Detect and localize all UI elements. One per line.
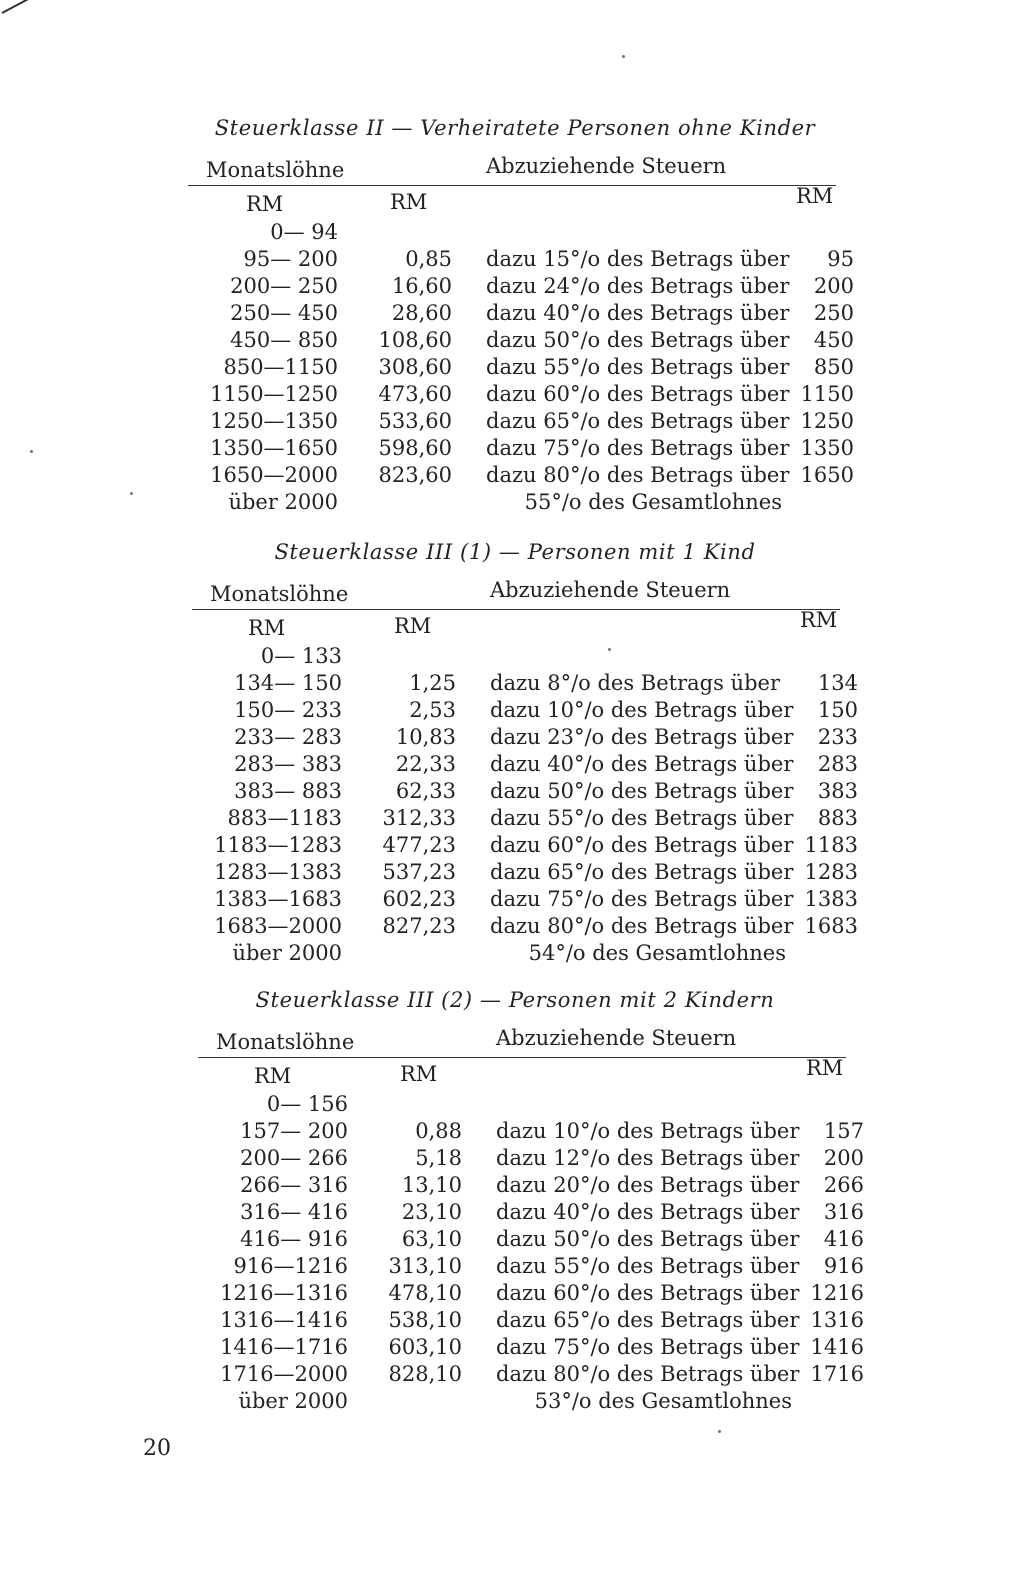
table-row [0, 382, 1024, 409]
base-tax: 108,60 [378, 328, 452, 352]
table-row [10, 1227, 1024, 1254]
table-row [4, 806, 1024, 833]
threshold: 1683 [804, 914, 858, 938]
rate-description: dazu 40°/o des Betrags über [486, 301, 790, 325]
table-row [4, 698, 1024, 725]
threshold: 316 [823, 1200, 864, 1224]
wage-range: 200— 266 [240, 1146, 348, 1170]
table-row [0, 328, 1024, 355]
threshold: 200 [813, 274, 854, 298]
threshold: 233 [817, 725, 858, 749]
threshold: 1350 [800, 436, 854, 460]
wage-range: 850—1150 [223, 355, 338, 379]
base-tax: 5,18 [415, 1146, 462, 1170]
rm-label-wages: RM [254, 1064, 292, 1088]
base-tax: 602,23 [382, 887, 456, 911]
base-tax: 63,10 [401, 1227, 462, 1251]
wage-range: über 2000 [238, 1389, 348, 1413]
header-rule [192, 609, 840, 610]
section-title: Steuerklasse III (2) — Personen mit 2 Kindern [255, 988, 775, 1012]
threshold: 134 [817, 671, 858, 695]
base-tax: 313,10 [388, 1254, 462, 1278]
base-tax: 603,10 [388, 1335, 462, 1359]
threshold: 283 [817, 752, 858, 776]
wage-range: 1216—1316 [220, 1281, 348, 1305]
base-tax: 308,60 [378, 355, 452, 379]
wage-range: 1316—1416 [220, 1308, 348, 1332]
table-row [10, 1092, 1024, 1119]
threshold: 1150 [800, 382, 854, 406]
wage-range: 1716—2000 [220, 1362, 348, 1386]
threshold: 450 [813, 328, 854, 352]
wage-range: 1650—2000 [210, 463, 338, 487]
threshold: 1716 [810, 1362, 864, 1386]
rm-label-over: RM [806, 1056, 844, 1080]
rate-description: dazu 60°/o des Betrags über [490, 833, 794, 857]
table-row [0, 355, 1024, 382]
table-row [10, 1281, 1024, 1308]
base-tax: 478,10 [388, 1281, 462, 1305]
base-tax: 62,33 [395, 779, 456, 803]
rate-description: dazu 50°/o des Betrags über [486, 328, 790, 352]
wage-range: über 2000 [228, 490, 338, 514]
table-row [10, 1362, 1024, 1389]
table-row [4, 833, 1024, 860]
wage-range: 134— 150 [234, 671, 342, 695]
threshold: 1650 [800, 463, 854, 487]
table-row [4, 752, 1024, 779]
rate-description: 55°/o des Gesamtlohnes [524, 490, 782, 514]
base-tax: 533,60 [378, 409, 452, 433]
threshold: 850 [813, 355, 854, 379]
rate-description: dazu 60°/o des Betrags über [486, 382, 790, 406]
rate-description: dazu 8°/o des Betrags über [490, 671, 780, 695]
monthly-wages-header: Monatslöhne [210, 582, 349, 606]
wage-range: 1383—1683 [214, 887, 342, 911]
base-tax: 828,10 [388, 1362, 462, 1386]
wage-range: 95— 200 [243, 247, 338, 271]
threshold: 1416 [810, 1335, 864, 1359]
base-tax: 312,33 [382, 806, 456, 830]
rm-label-base: RM [394, 614, 432, 638]
wage-range: 150— 233 [234, 698, 342, 722]
threshold: 95 [827, 247, 854, 271]
base-tax: 22,33 [395, 752, 456, 776]
table-row [0, 409, 1024, 436]
threshold: 1283 [804, 860, 858, 884]
rate-description: 53°/o des Gesamtlohnes [534, 1389, 792, 1413]
rate-description: dazu 10°/o des Betrags über [496, 1119, 800, 1143]
threshold: 250 [813, 301, 854, 325]
wage-range: 0— 94 [270, 220, 338, 244]
rate-description: 54°/o des Gesamtlohnes [528, 941, 786, 965]
rate-description: dazu 15°/o des Betrags über [486, 247, 790, 271]
wage-range: 266— 316 [240, 1173, 348, 1197]
base-tax: 13,10 [401, 1173, 462, 1197]
threshold: 383 [817, 779, 858, 803]
wage-range: 200— 250 [230, 274, 338, 298]
wage-range: 416— 916 [240, 1227, 348, 1251]
paper-speck [622, 55, 625, 58]
wage-range: 1283—1383 [214, 860, 342, 884]
base-tax: 477,23 [382, 833, 456, 857]
table-row [0, 220, 1024, 247]
threshold: 1250 [800, 409, 854, 433]
wage-range: 383— 883 [234, 779, 342, 803]
base-tax: 0,85 [405, 247, 452, 271]
table-row [10, 1119, 1024, 1146]
base-tax: 16,60 [391, 274, 452, 298]
rate-description: dazu 55°/o des Betrags über [496, 1254, 800, 1278]
paper-speck [718, 1430, 721, 1433]
table-row [4, 914, 1024, 941]
rate-description: dazu 24°/o des Betrags über [486, 274, 790, 298]
rate-description: dazu 55°/o des Betrags über [486, 355, 790, 379]
threshold: 416 [823, 1227, 864, 1251]
rate-description: dazu 50°/o des Betrags über [496, 1227, 800, 1251]
rate-description: dazu 65°/o des Betrags über [490, 860, 794, 884]
section-title: Steuerklasse II — Verheiratete Personen ohne Kinder [214, 116, 816, 140]
monthly-wages-header: Monatslöhne [206, 158, 345, 182]
monthly-wages-header: Monatslöhne [216, 1030, 355, 1054]
taxes-header: Abzuziehende Steuern [486, 154, 727, 178]
rate-description: dazu 40°/o des Betrags über [490, 752, 794, 776]
table-row [4, 671, 1024, 698]
threshold: 916 [823, 1254, 864, 1278]
base-tax: 0,88 [415, 1119, 462, 1143]
wage-range: 283— 383 [234, 752, 342, 776]
taxes-header: Abzuziehende Steuern [496, 1026, 737, 1050]
table-row [0, 274, 1024, 301]
wage-range: 1183—1283 [214, 833, 342, 857]
rate-description: dazu 75°/o des Betrags über [496, 1335, 800, 1359]
wage-range: 1250—1350 [210, 409, 338, 433]
threshold: 266 [823, 1173, 864, 1197]
rm-label-wages: RM [246, 192, 284, 216]
base-tax: 10,83 [395, 725, 456, 749]
threshold: 157 [823, 1119, 864, 1143]
table-row [10, 1389, 1024, 1416]
table-row [0, 436, 1024, 463]
header-rule [198, 1057, 846, 1058]
table-row [4, 725, 1024, 752]
table-row [10, 1173, 1024, 1200]
rm-label-wages: RM [248, 616, 286, 640]
wage-range: 1416—1716 [220, 1335, 348, 1359]
wage-range: 250— 450 [230, 301, 338, 325]
paper-speck [608, 648, 611, 651]
rate-description: dazu 75°/o des Betrags über [490, 887, 794, 911]
rate-description: dazu 80°/o des Betrags über [496, 1362, 800, 1386]
base-tax: 473,60 [378, 382, 452, 406]
paper-speck [30, 450, 33, 453]
rate-description: dazu 80°/o des Betrags über [490, 914, 794, 938]
table-row [10, 1254, 1024, 1281]
rate-description: dazu 80°/o des Betrags über [486, 463, 790, 487]
rate-description: dazu 12°/o des Betrags über [496, 1146, 800, 1170]
threshold: 200 [823, 1146, 864, 1170]
wage-range: 233— 283 [234, 725, 342, 749]
base-tax: 28,60 [391, 301, 452, 325]
wage-range: über 2000 [232, 941, 342, 965]
threshold: 1216 [810, 1281, 864, 1305]
table-row [10, 1308, 1024, 1335]
base-tax: 1,25 [409, 671, 456, 695]
threshold: 1316 [810, 1308, 864, 1332]
wage-range: 450— 850 [230, 328, 338, 352]
table-row [4, 887, 1024, 914]
rate-description: dazu 40°/o des Betrags über [496, 1200, 800, 1224]
paper-speck [130, 492, 133, 495]
table-row [0, 463, 1024, 490]
rm-label-over: RM [796, 184, 834, 208]
table-row [0, 301, 1024, 328]
threshold: 1183 [804, 833, 858, 857]
base-tax: 538,10 [388, 1308, 462, 1332]
rm-label-base: RM [400, 1062, 438, 1086]
threshold: 883 [817, 806, 858, 830]
page-number: 20 [143, 1436, 171, 1461]
wage-range: 1350—1650 [210, 436, 338, 460]
wage-range: 0— 133 [260, 644, 342, 668]
base-tax: 2,53 [409, 698, 456, 722]
wage-range: 157— 200 [240, 1119, 348, 1143]
base-tax: 537,23 [382, 860, 456, 884]
rate-description: dazu 20°/o des Betrags über [496, 1173, 800, 1197]
base-tax: 827,23 [382, 914, 456, 938]
rate-description: dazu 75°/o des Betrags über [486, 436, 790, 460]
section-title: Steuerklasse III (1) — Personen mit 1 Kind [274, 540, 756, 564]
threshold: 1383 [804, 887, 858, 911]
rate-description: dazu 65°/o des Betrags über [486, 409, 790, 433]
threshold: 150 [817, 698, 858, 722]
table-row [0, 247, 1024, 274]
base-tax: 598,60 [378, 436, 452, 460]
base-tax: 823,60 [378, 463, 452, 487]
wage-range: 1683—2000 [214, 914, 342, 938]
rate-description: dazu 10°/o des Betrags über [490, 698, 794, 722]
base-tax: 23,10 [401, 1200, 462, 1224]
rate-description: dazu 55°/o des Betrags über [490, 806, 794, 830]
wage-range: 0— 156 [266, 1092, 348, 1116]
table-row [4, 941, 1024, 968]
table-row [4, 644, 1024, 671]
rate-description: dazu 23°/o des Betrags über [490, 725, 794, 749]
rm-label-over: RM [800, 608, 838, 632]
wage-range: 316— 416 [240, 1200, 348, 1224]
table-row [10, 1335, 1024, 1362]
table-row [0, 490, 1024, 517]
table-row [10, 1146, 1024, 1173]
wage-range: 1150—1250 [210, 382, 338, 406]
wage-range: 883—1183 [227, 806, 342, 830]
rm-label-base: RM [390, 190, 428, 214]
table-row [4, 779, 1024, 806]
wage-range: 916—1216 [233, 1254, 348, 1278]
table-row [4, 860, 1024, 887]
table-row [10, 1200, 1024, 1227]
rate-description: dazu 50°/o des Betrags über [490, 779, 794, 803]
header-rule [188, 185, 836, 186]
rate-description: dazu 60°/o des Betrags über [496, 1281, 800, 1305]
rate-description: dazu 65°/o des Betrags über [496, 1308, 800, 1332]
taxes-header: Abzuziehende Steuern [490, 578, 731, 602]
pen-mark [2, 0, 36, 14]
